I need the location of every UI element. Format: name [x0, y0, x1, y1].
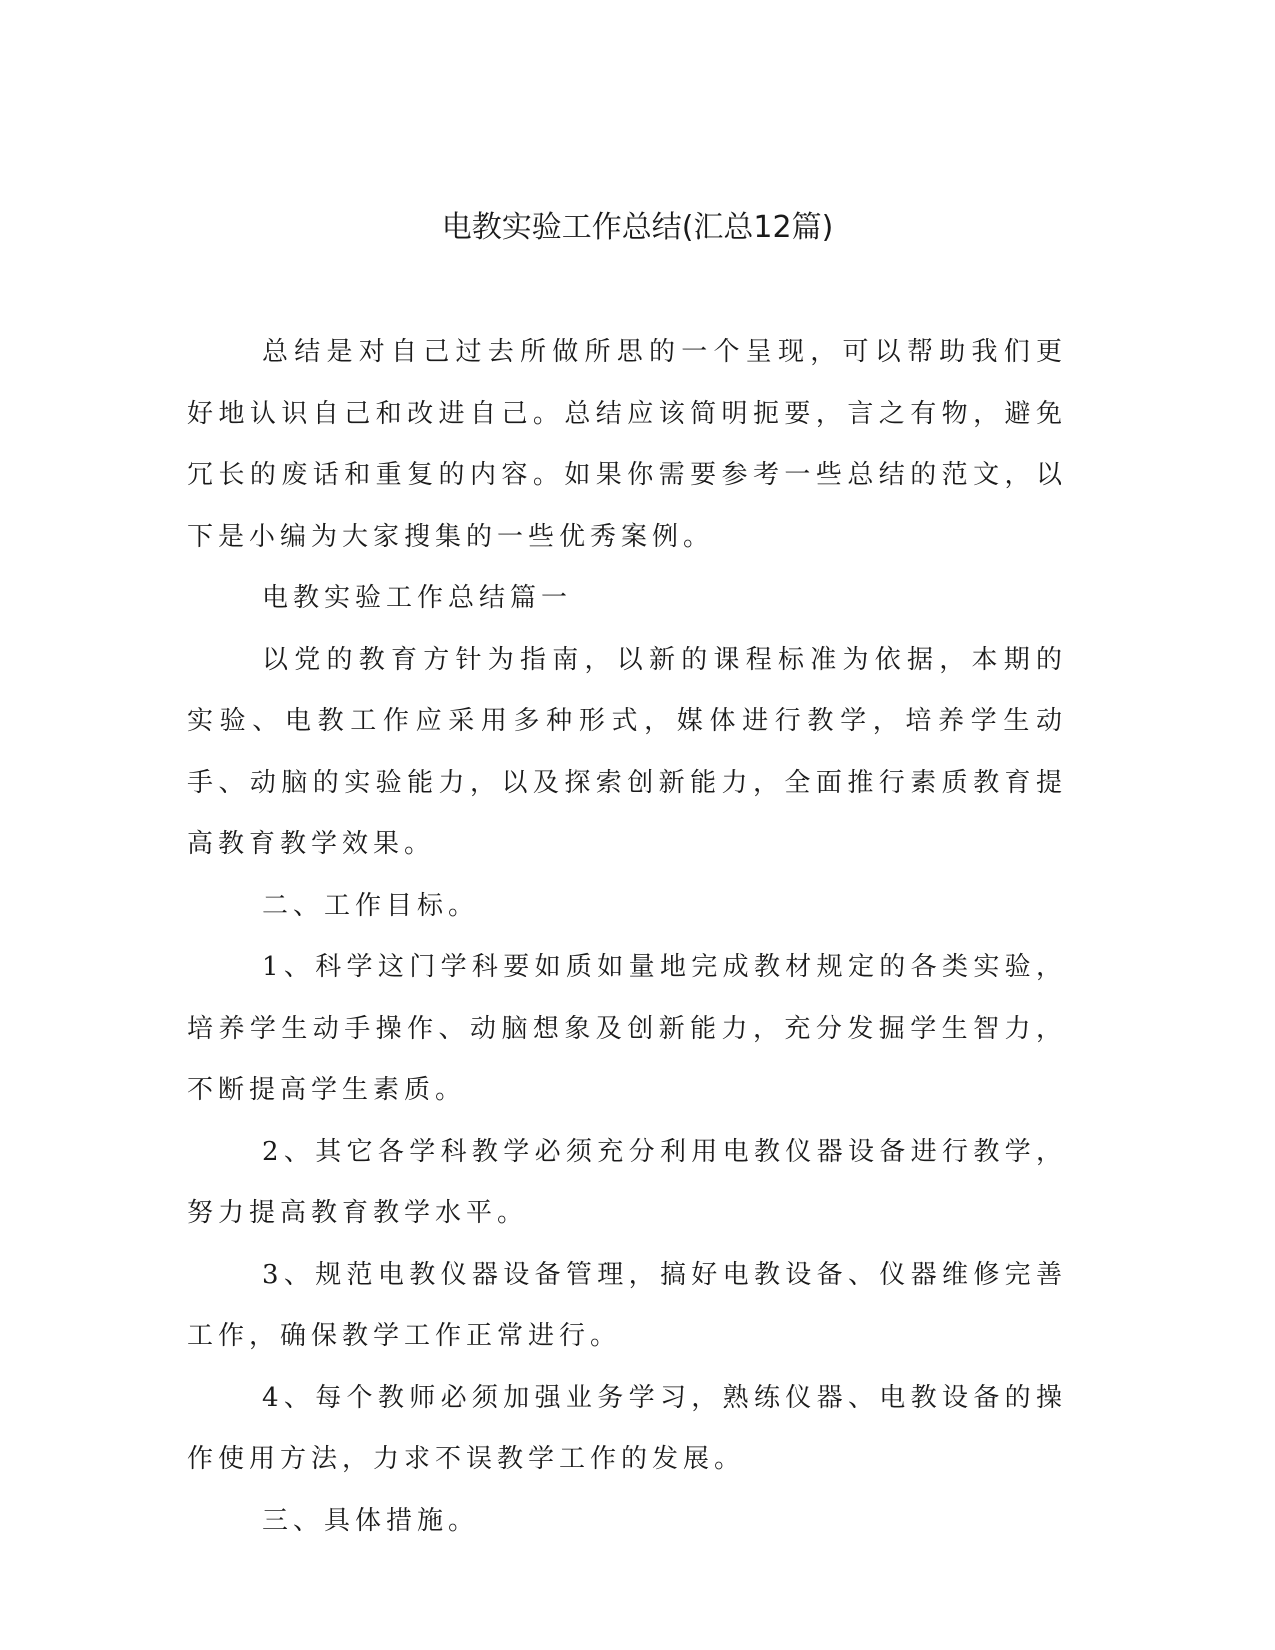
paragraph-goals-heading: 二、工作目标。: [262, 890, 480, 921]
paragraph-guideline: 以党的教育方针为指南，以新的课程标准为依据，本期的实验、电教工作应采用多种形式，媒体进行教学，培养学生动手、动脑的实验能力，以及探索创新能力，全面推行素质教育提高教育教学效果。: [187, 644, 1067, 859]
paragraph-goal-3: 3、规范电教仪器设备管理，搞好电教设备、仪器维修完善工作，确保教学工作正常进行。: [187, 1259, 1067, 1351]
paragraph-intro: 总结是对自己过去所做所思的一个呈现，可以帮助我们更好地认识自己和改进自己。总结应该简明扼要，言之有物，避免冗长的废话和重复的内容。如果你需要参考一些总结的范文，以下是小编为大家搜集的一些优秀案例。: [187, 337, 1067, 552]
document-title: 电教实验工作总结(汇总12篇): [441, 210, 834, 245]
paragraph-goal-4: 4、每个教师必须加强业务学习，熟练仪器、电教设备的操作使用方法，力求不误教学工作的发展。: [187, 1382, 1067, 1474]
paragraph-goal-2: 2、其它各学科教学必须充分利用电教仪器设备进行教学，努力提高教育教学水平。: [187, 1136, 1067, 1228]
paragraph-measures-heading: 三、具体措施。: [262, 1505, 480, 1536]
document-body: [187, 322, 1067, 1552]
paragraph-goal-1: 1、科学这门学科要如质如量地完成教材规定的各类实验，培养学生动手操作、动脑想象及创新能力，充分发掘学生智力，不断提高学生素质。: [187, 952, 1067, 1105]
paragraph-section-heading: 电教实验工作总结篇一: [262, 583, 573, 613]
